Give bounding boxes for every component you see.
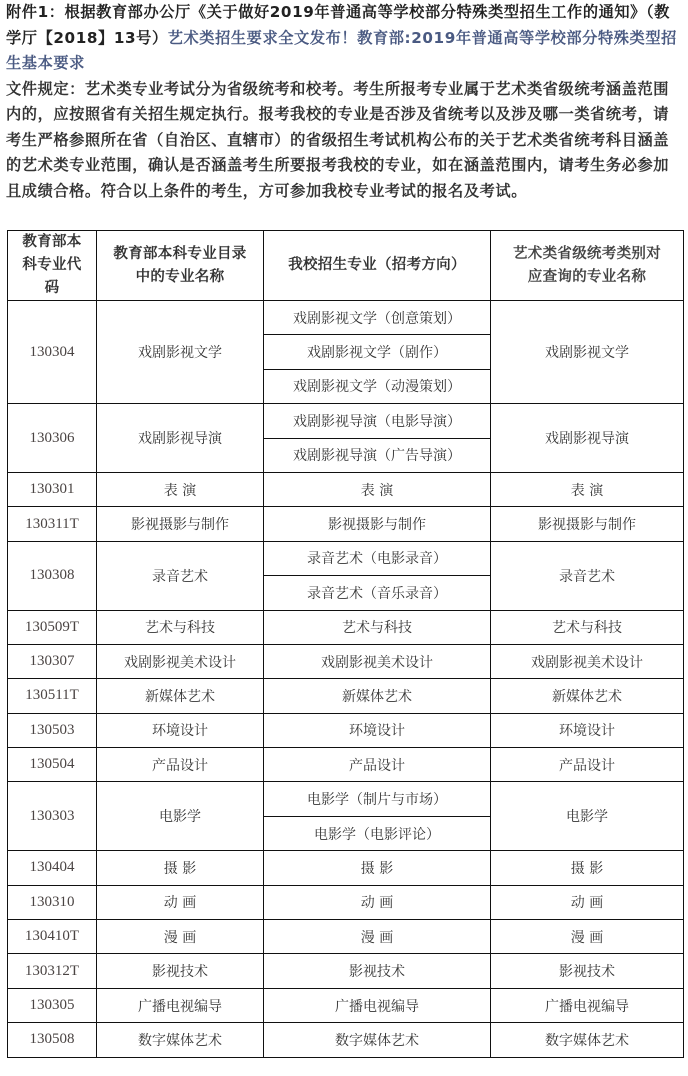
cell-code: 130305 (8, 988, 97, 1022)
cell-direction: 新媒体艺术 (264, 679, 491, 713)
header-code: 教育部本科专业代码 (8, 231, 97, 301)
cell-code: 130509T (8, 610, 97, 644)
cell-name: 影视摄影与制作 (97, 507, 264, 541)
cell-direction: 艺术与科技 (264, 610, 491, 644)
cell-code: 130503 (8, 713, 97, 747)
table-row (8, 404, 684, 438)
cell-direction: 产品设计 (264, 748, 491, 782)
table-row (8, 748, 684, 782)
table-row (8, 851, 684, 885)
cell-exam-category: 漫 画 (491, 920, 684, 954)
cell-code: 130308 (8, 541, 97, 610)
table-row (8, 713, 684, 747)
cell-name: 影视技术 (97, 954, 264, 988)
table-row (8, 472, 684, 506)
cell-code: 130504 (8, 748, 97, 782)
cell-direction: 摄 影 (264, 851, 491, 885)
table-row (8, 610, 684, 644)
cell-exam-category: 动 画 (491, 885, 684, 919)
table-row (8, 679, 684, 713)
cell-direction: 影视摄影与制作 (264, 507, 491, 541)
cell-direction: 表 演 (264, 472, 491, 506)
cell-code: 130311T (8, 507, 97, 541)
cell-name: 动 画 (97, 885, 264, 919)
cell-exam-category: 艺术与科技 (491, 610, 684, 644)
header-school-major: 我校招生专业（招考方向） (264, 231, 491, 301)
cell-exam-category: 影视摄影与制作 (491, 507, 684, 541)
cell-code: 130306 (8, 404, 97, 473)
cell-direction: 电影学（制片与市场） (264, 782, 491, 816)
cell-name: 录音艺术 (97, 541, 264, 610)
cell-exam-category: 戏剧影视文学 (491, 301, 684, 404)
cell-direction: 戏剧影视导演（广告导演） (264, 438, 491, 472)
cell-name: 数字媒体艺术 (97, 1023, 264, 1057)
intro-section (6, 0, 684, 204)
cell-name: 环境设计 (97, 713, 264, 747)
attachment-lead: 附件1：根据教育部办公厅《关于做好2019年普通高等学校部分特殊类型招生工作的通知》（教学厅【2018】13号） (6, 3, 670, 47)
cell-code: 130304 (8, 301, 97, 404)
cell-exam-category: 广播电视编导 (491, 988, 684, 1022)
requirements-link[interactable]: 艺术类招生要求全文发布！教育部:2019年普通高等学校部分特殊类型招生基本要求 (6, 28, 677, 72)
cell-code: 130307 (8, 644, 97, 678)
cell-direction: 数字媒体艺术 (264, 1023, 491, 1057)
cell-direction: 戏剧影视导演（电影导演） (264, 404, 491, 438)
cell-direction: 电影学（电影评论） (264, 816, 491, 850)
cell-exam-category: 戏剧影视导演 (491, 404, 684, 473)
cell-exam-category: 产品设计 (491, 748, 684, 782)
cell-name: 产品设计 (97, 748, 264, 782)
cell-exam-category: 表 演 (491, 472, 684, 506)
cell-direction: 戏剧影视美术设计 (264, 644, 491, 678)
cell-direction: 戏剧影视文学（动漫策划） (264, 369, 491, 403)
cell-name: 广播电视编导 (97, 988, 264, 1022)
cell-code: 130410T (8, 920, 97, 954)
table-row (8, 988, 684, 1022)
cell-name: 艺术与科技 (97, 610, 264, 644)
table-row (8, 782, 684, 816)
table-body (8, 301, 684, 1058)
cell-name: 戏剧影视导演 (97, 404, 264, 473)
table-row (8, 954, 684, 988)
table-row (8, 507, 684, 541)
table-row (8, 885, 684, 919)
intro-paragraph (6, 0, 684, 77)
cell-direction: 环境设计 (264, 713, 491, 747)
cell-name: 戏剧影视美术设计 (97, 644, 264, 678)
cell-name: 漫 画 (97, 920, 264, 954)
cell-code: 130404 (8, 851, 97, 885)
cell-exam-category: 数字媒体艺术 (491, 1023, 684, 1057)
cell-direction: 录音艺术（音乐录音） (264, 576, 491, 610)
cell-exam-category: 戏剧影视美术设计 (491, 644, 684, 678)
majors-table (7, 230, 684, 1058)
cell-code: 130301 (8, 472, 97, 506)
cell-direction: 广播电视编导 (264, 988, 491, 1022)
table-row (8, 301, 684, 335)
cell-code: 130303 (8, 782, 97, 851)
cell-name: 戏剧影视文学 (97, 301, 264, 404)
cell-direction: 戏剧影视文学（剧作） (264, 335, 491, 369)
cell-code: 130312T (8, 954, 97, 988)
cell-name: 新媒体艺术 (97, 679, 264, 713)
table-row (8, 541, 684, 575)
cell-code: 130508 (8, 1023, 97, 1057)
cell-exam-category: 新媒体艺术 (491, 679, 684, 713)
cell-name: 电影学 (97, 782, 264, 851)
cell-code: 130511T (8, 679, 97, 713)
cell-direction: 影视技术 (264, 954, 491, 988)
cell-exam-category: 影视技术 (491, 954, 684, 988)
cell-direction: 漫 画 (264, 920, 491, 954)
cell-direction: 录音艺术（电影录音） (264, 541, 491, 575)
table-row (8, 644, 684, 678)
cell-code: 130310 (8, 885, 97, 919)
table-header-row (8, 231, 684, 301)
table-row (8, 920, 684, 954)
rule-paragraph: 文件规定：艺术类专业考试分为省级统考和校考。考生所报考专业属于艺术类省级统考涵盖范围内的，应按照省有关招生规定执行。报考我校的专业是否涉及省统考以及涉及哪一类省统考，请考生严格参照所在省（自治区、直辖市）的省级招生考试机构公布的关于艺术类省统考科目涵盖的艺术类专业范围，确认是否涵盖考生所要报考我校的专业，如在涵盖范围内，请考生务必参加且成绩合格。符合以上条件的考生，方可参加我校专业考试的报名及考试。 (6, 79, 670, 200)
cell-exam-category: 录音艺术 (491, 541, 684, 610)
header-catalog-name: 教育部本科专业目录中的专业名称 (97, 231, 264, 301)
cell-direction: 戏剧影视文学（创意策划） (264, 301, 491, 335)
cell-direction: 动 画 (264, 885, 491, 919)
cell-name: 表 演 (97, 472, 264, 506)
cell-name: 摄 影 (97, 851, 264, 885)
cell-exam-category: 电影学 (491, 782, 684, 851)
cell-exam-category: 环境设计 (491, 713, 684, 747)
header-exam-category: 艺术类省级统考类别对应查询的专业名称 (491, 231, 684, 301)
cell-exam-category: 摄 影 (491, 851, 684, 885)
table-row (8, 1023, 684, 1057)
